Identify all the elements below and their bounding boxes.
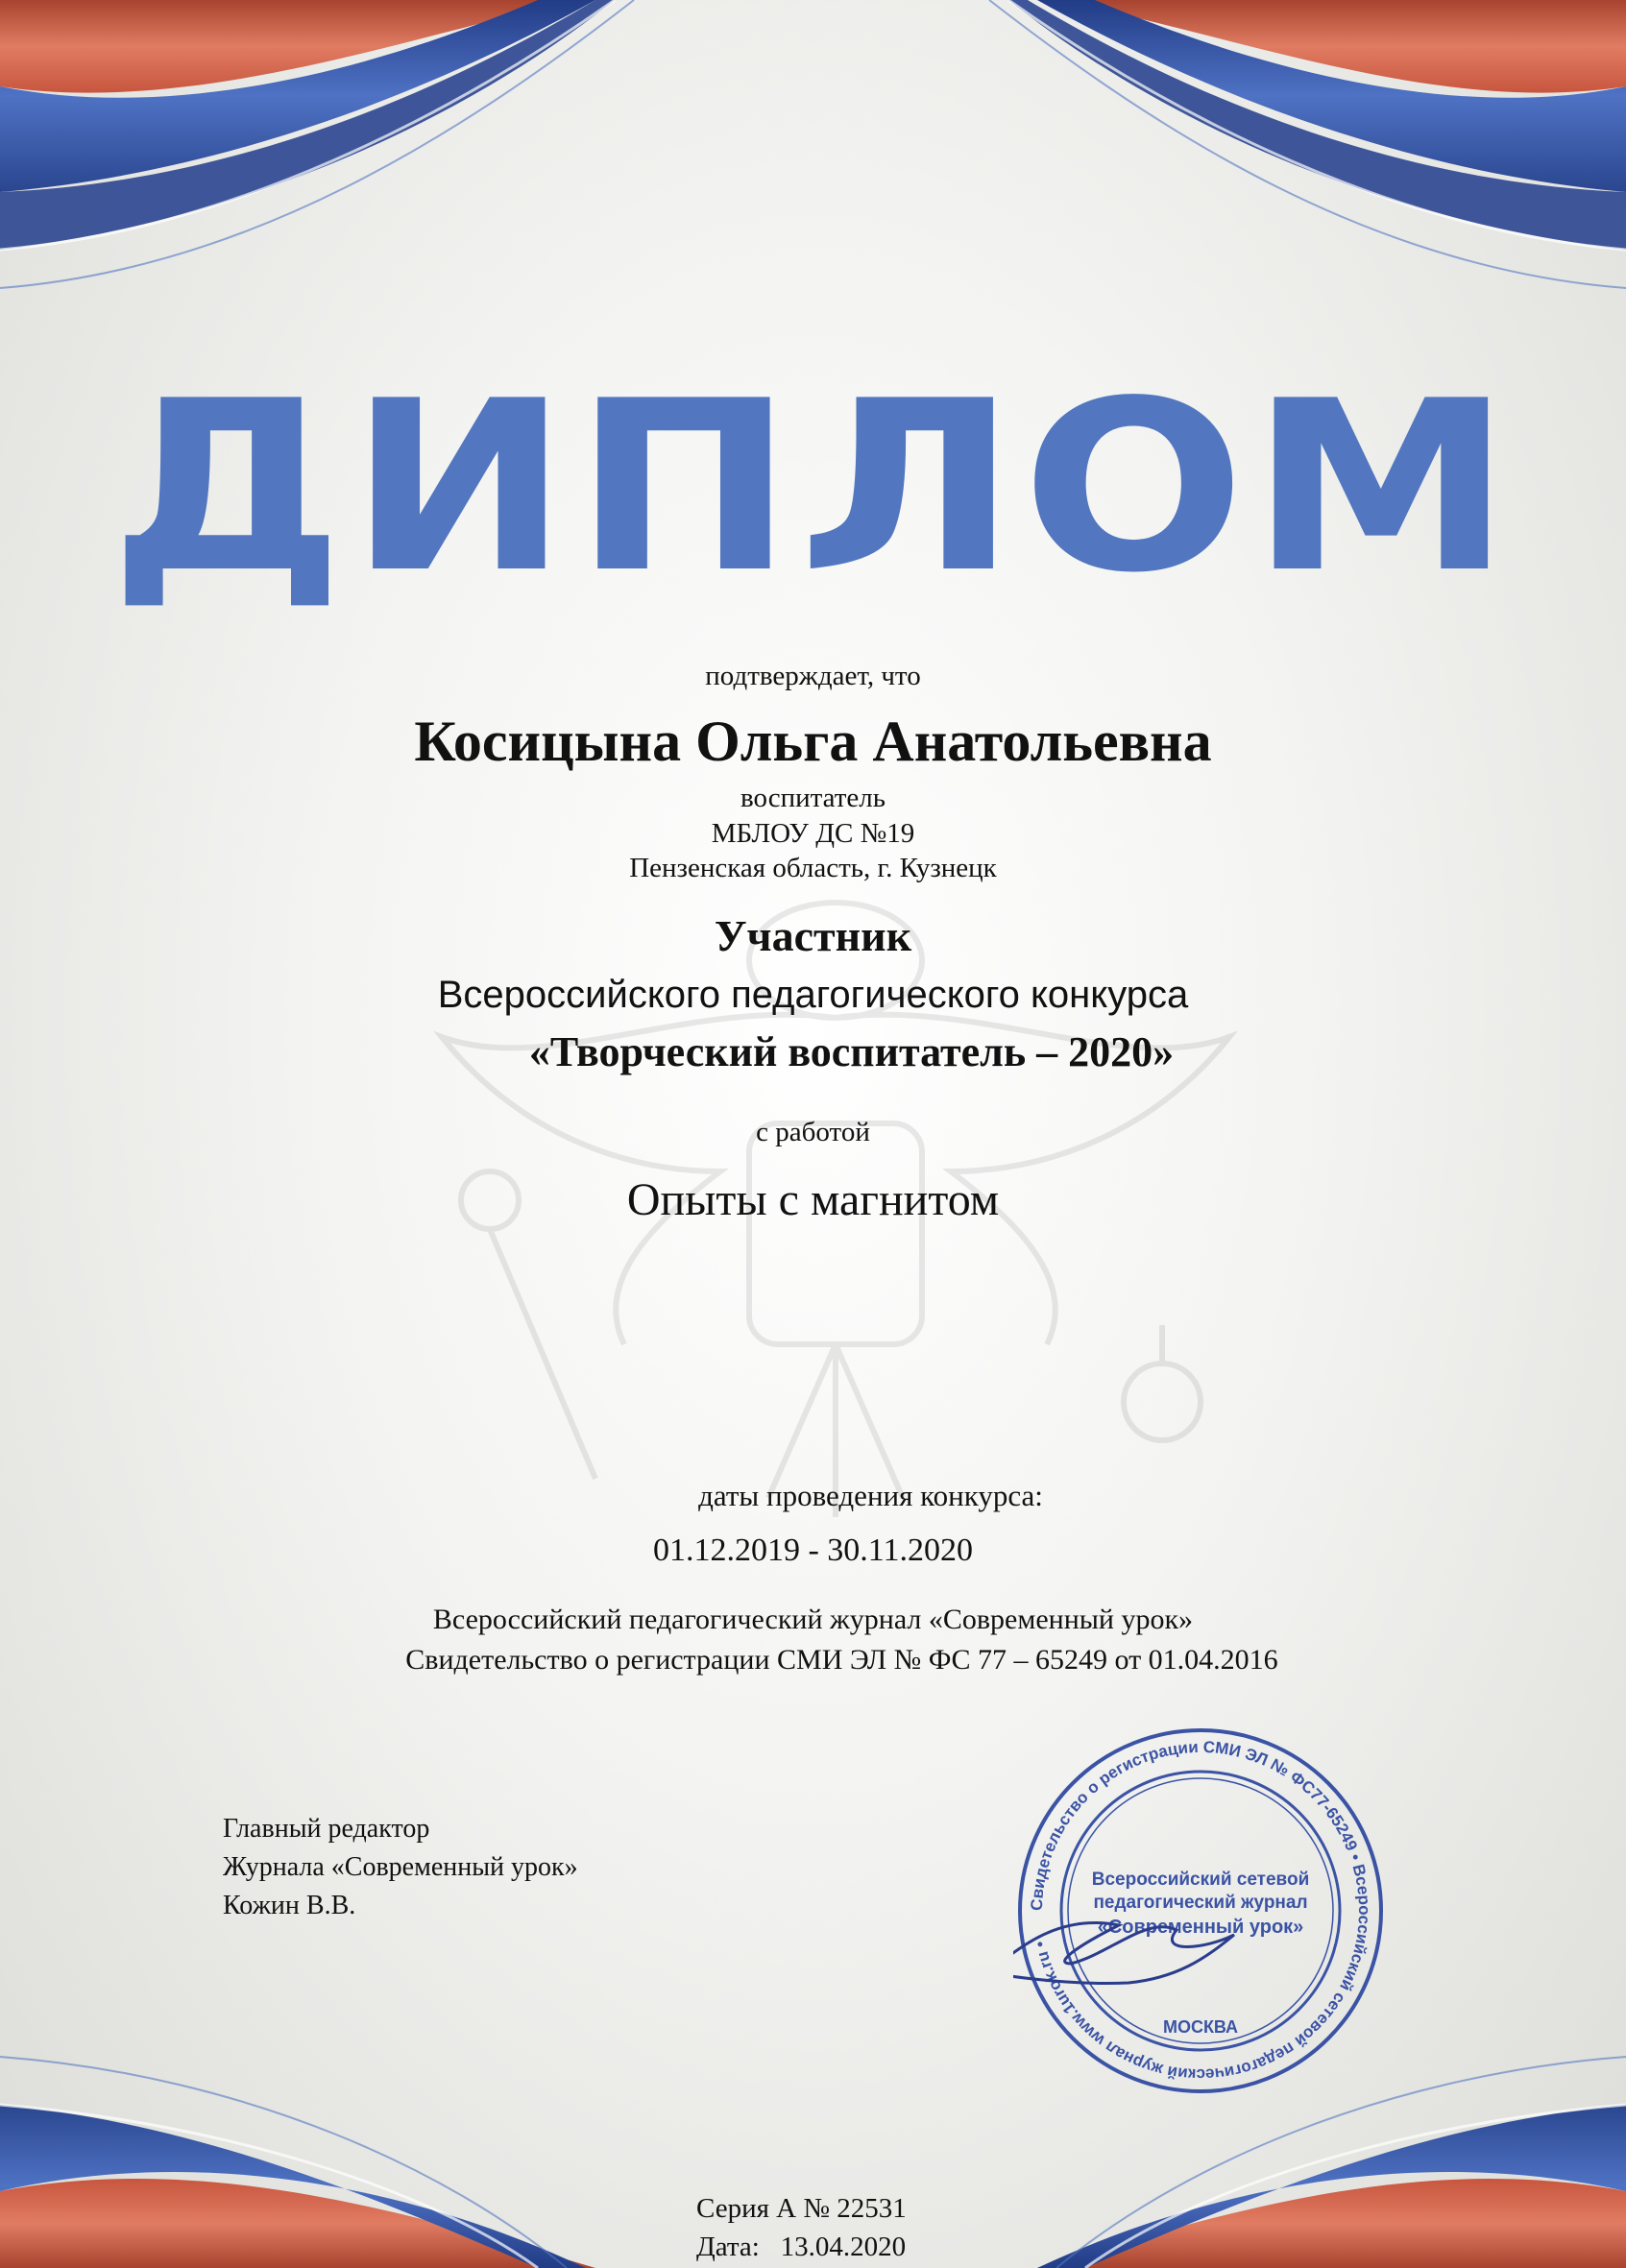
stamp-outer-text: Свидетельство о регистрации СМИ ЭЛ № ФС77-65249 • Всероссийский сетевой педагогический журнал www.1urok.ru • [1027,1737,1374,2085]
stamp-inner-line2: педагогический журнал [1093,1893,1308,1913]
editor-title: Главный редактор [223,1814,430,1844]
diploma-title: ДИПЛОМ [109,350,1517,624]
contest-name: «Творческий воспитатель – 2020» [528,1028,1175,1075]
contest-description: Всероссийского педагогического конкурса [437,974,1189,1016]
recipient-position: воспитатель [740,783,886,813]
recipient-name: Косицына Ольга Анатольевна [414,710,1212,773]
series-number: Серия А № 22531 [696,2193,907,2224]
editor-journal: Журнала «Современный урок» [223,1852,578,1882]
registration-line: Свидетельство о регистрации СМИ ЭЛ № ФС 77 – 65249 от 01.04.2016 [405,1644,1278,1676]
contest-dates: 01.12.2019 - 30.11.2020 [652,1532,974,1568]
issue-date-value: 13.04.2020 [780,2232,907,2262]
recipient-organization: МБЛОУ ДС №19 [711,818,915,849]
series-block [696,2189,907,2266]
stamp-inner-line1: Всероссийский сетевой [1091,1870,1310,1890]
stamp-inner-line3: «Современный урок» [1097,1917,1304,1938]
issue-date-label: Дата: [696,2232,760,2262]
award-status: Участник [714,911,912,960]
contest-dates-label: даты проведения конкурса: [698,1479,1043,1512]
journal-line: Всероссийский педагогический журнал «Современный урок» [432,1604,1194,1635]
recipient-region: Пензенская область, г. Кузнецк [629,853,997,883]
issue-date [696,2228,907,2266]
stamp-city: МОСКВА [1162,2017,1239,2037]
confirms-text: подтверждает, что [705,661,921,691]
work-title: Опыты с магнитом [626,1174,1000,1225]
editor-name: Кожин В.В. [223,1891,356,1920]
with-work-label: с работой [756,1117,870,1147]
